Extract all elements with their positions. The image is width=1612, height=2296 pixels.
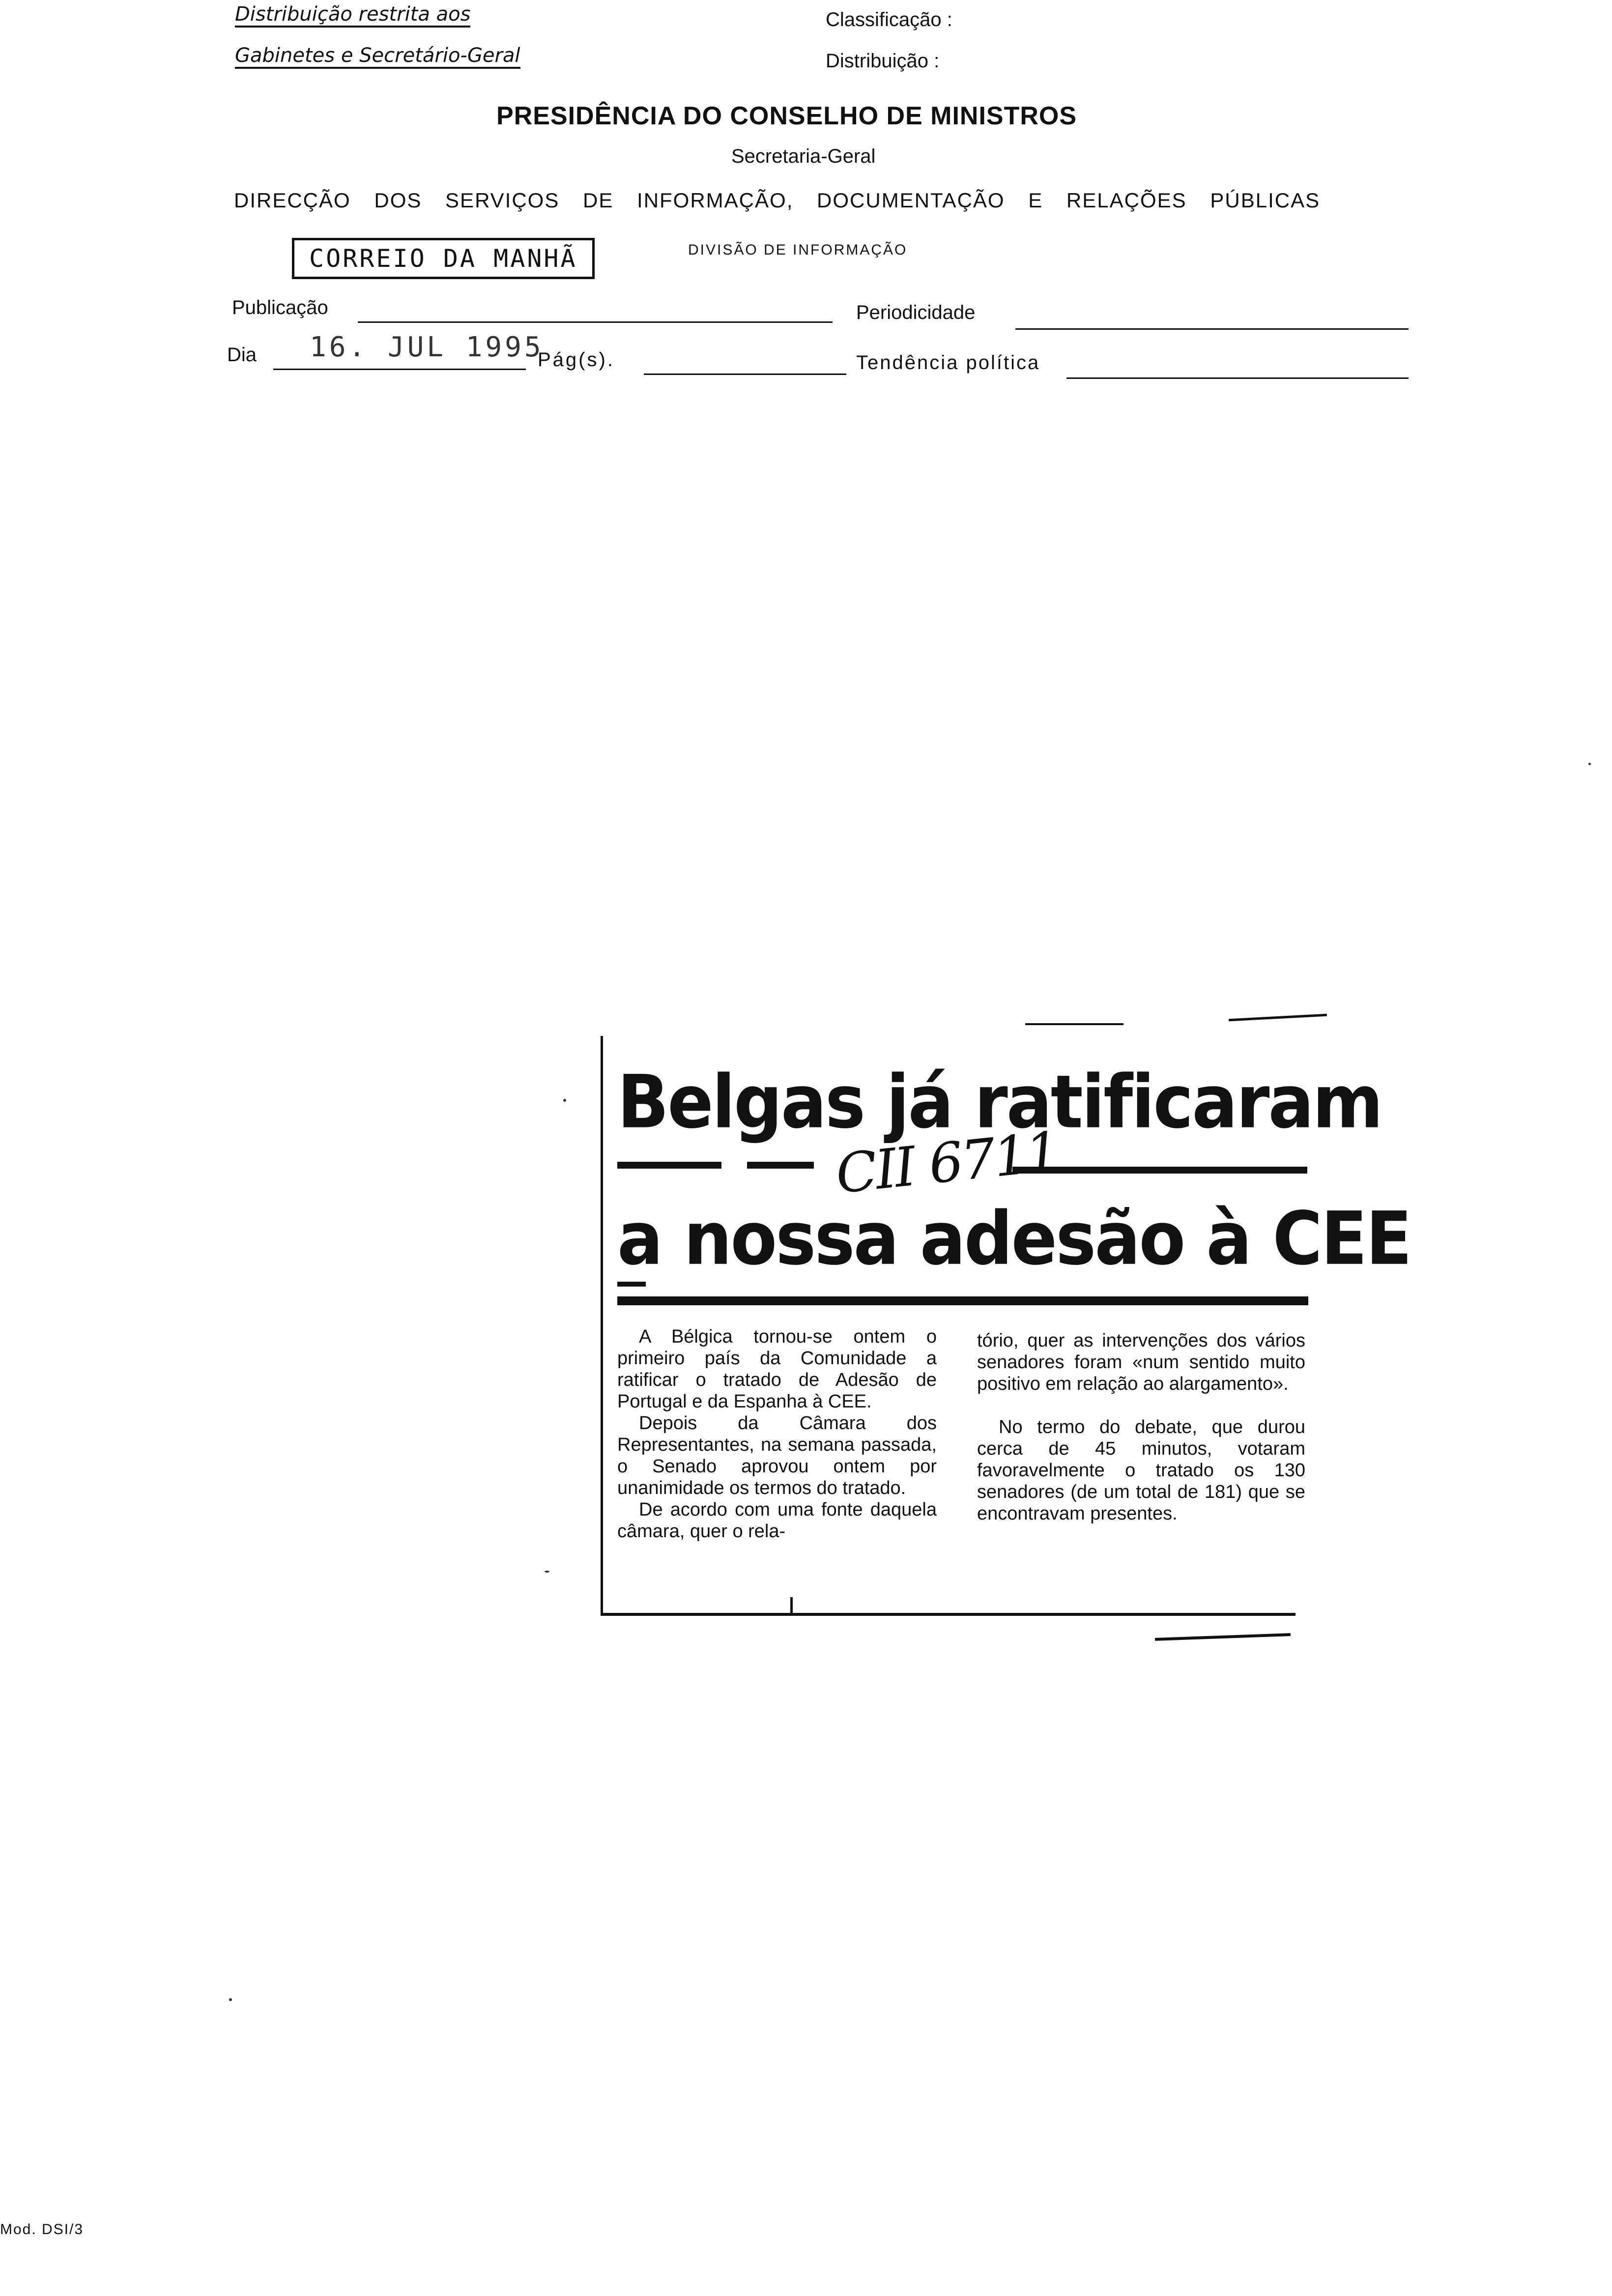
day-label: Dia xyxy=(227,344,257,366)
publication-label: Publicação xyxy=(232,297,328,318)
clipping-top-rule-torn xyxy=(1229,1014,1327,1021)
article-paragraph: A Bélgica tornou-se ontem o primeiro país da Comunidade a ratificar o tratado de Adesão de Portugal e da Espanha à CEE. xyxy=(617,1326,937,1412)
article-paragraph: tório, quer as intervenções dos vários senadores foram «num sentido muito positivo em relação ao alargamento». xyxy=(977,1330,1305,1394)
form-code: Mod. DSI/3 xyxy=(0,2221,84,2238)
classification-label: Classificação : xyxy=(826,9,952,30)
pages-field-line xyxy=(644,373,846,375)
day-field-line xyxy=(273,369,526,370)
speck xyxy=(563,1099,566,1102)
speck xyxy=(229,1998,232,2001)
distribution-restriction-line2: Gabinetes e Secretário-Geral xyxy=(235,44,520,69)
speck xyxy=(545,1571,549,1573)
distribution-label: Distribuição : xyxy=(826,50,940,72)
periodicity-label: Periodicidade xyxy=(856,302,976,323)
article-paragraph: No termo do debate, que durou cerca de 45 minutos, votaram favoravelmente o tratado os 130 senadores (de um total de 181) que se encontravam presentes. xyxy=(977,1417,1305,1524)
article-headline-line1: Belgas já ratificaram xyxy=(617,1059,1382,1145)
subhead-rule xyxy=(617,1296,1308,1305)
article-paragraph: Depois da Câmara dos Representantes, na semana passada, o Senado aprovou ontem por unanimidade os termos do tratado. xyxy=(617,1413,937,1498)
political-tendency-field-line xyxy=(1066,377,1409,379)
subhead-rule-stub xyxy=(617,1282,646,1287)
article-paragraph: De acordo com uma fonte daquela câmara, quer o rela- xyxy=(617,1499,937,1542)
page-subtitle: Secretaria-Geral xyxy=(731,145,876,167)
periodicity-field-line xyxy=(1015,328,1409,330)
headline-rule-mid xyxy=(747,1162,814,1169)
clipping-bottom-tick xyxy=(790,1597,793,1615)
handwritten-annotation: CII 6711 xyxy=(833,1119,1062,1206)
headline-rule-left xyxy=(617,1162,721,1169)
distribution-restriction-line1: Distribuição restrita aos xyxy=(235,3,470,28)
clipping-bottom-rule xyxy=(603,1613,1295,1616)
political-tendency-label: Tendência política xyxy=(856,352,1040,373)
clipping-top-rule xyxy=(1025,1023,1123,1025)
article-column-2 xyxy=(977,1330,1305,1524)
pages-label: Pág(s). xyxy=(538,349,615,371)
department-heading: DIRECÇÃO DOS SERVIÇOS DE INFORMAÇÃO, DOCUMENTAÇÃO E RELAÇÕES PÚBLICAS xyxy=(234,189,1321,212)
publication-stamp-text: CORREIO DA MANHÃ xyxy=(309,244,577,273)
publication-stamp xyxy=(292,238,595,279)
speck xyxy=(1588,763,1591,765)
page-title: PRESIDÊNCIA DO CONSELHO DE MINISTROS xyxy=(496,102,1077,130)
article-headline-line2: a nossa adesão à CEE xyxy=(617,1196,1411,1282)
division-label: DIVISÃO DE INFORMAÇÃO xyxy=(688,242,908,258)
clipping-torn-edge xyxy=(1155,1633,1291,1641)
article-column-1 xyxy=(617,1326,937,1542)
clipping-left-edge xyxy=(601,1036,603,1616)
publication-field-line xyxy=(358,321,833,323)
date-stamp: 16. JUL 1995 xyxy=(310,331,544,363)
